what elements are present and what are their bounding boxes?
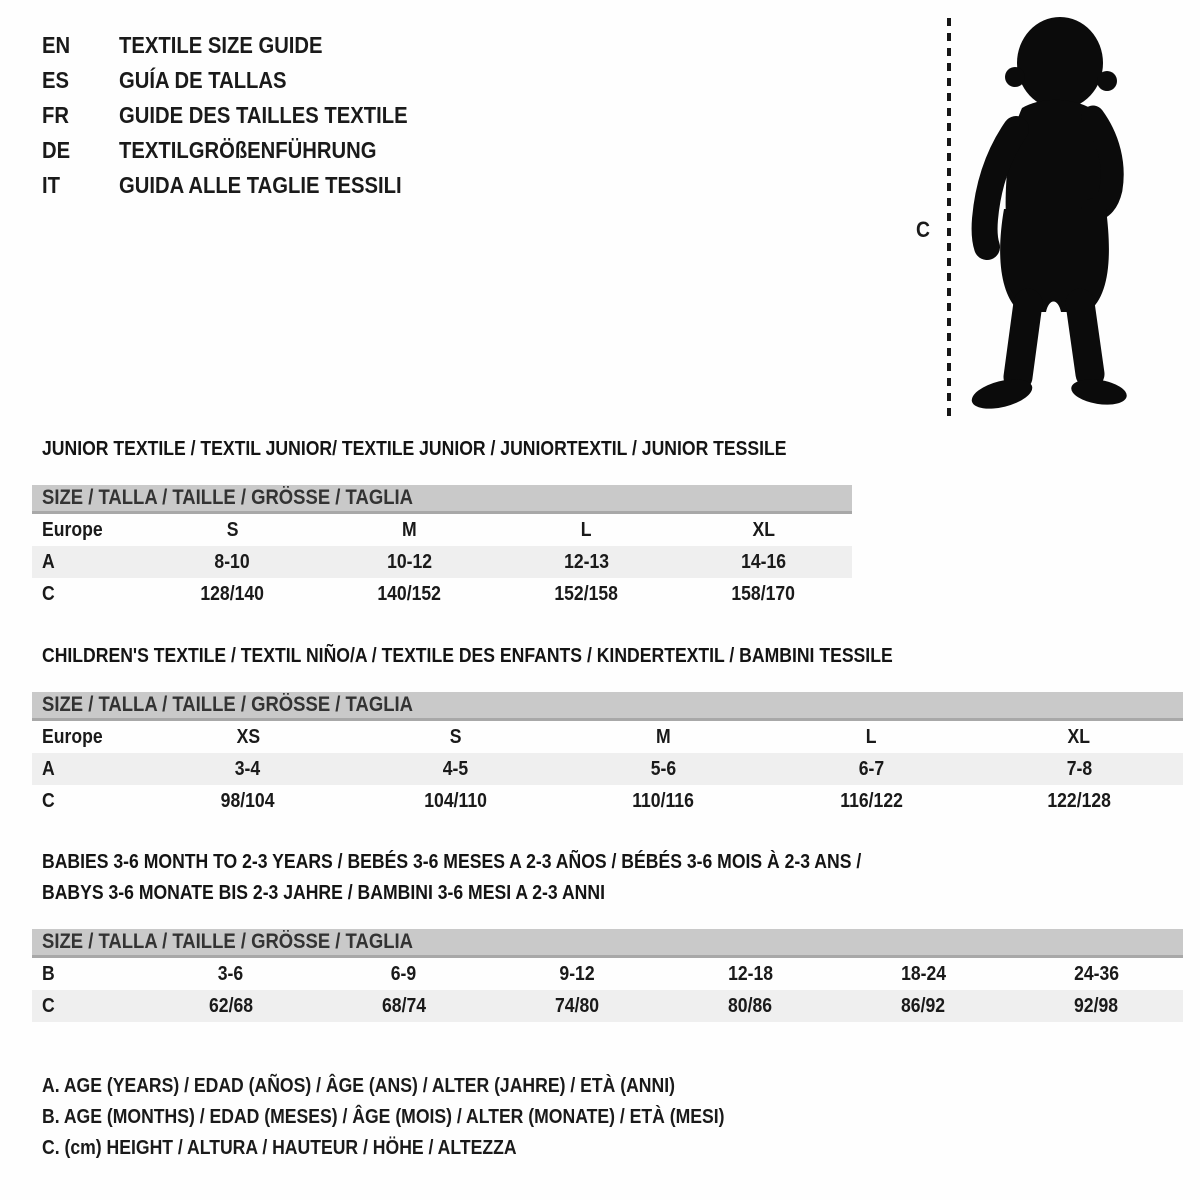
cell-value: M [656, 725, 671, 748]
table-row-europe [32, 514, 852, 546]
cell-value: 3-6 [217, 962, 244, 985]
row-label: C [42, 994, 55, 1017]
cell-value: 98/104 [220, 789, 275, 812]
cell-value: 6-7 [858, 757, 884, 780]
table-header-label: SIZE / TALLA / TAILLE / GRÖSSE / TAGLIA [42, 930, 413, 953]
cell-value: 7-8 [1066, 757, 1092, 780]
cell-value: XL [752, 518, 775, 541]
language-title: GUIDE DES TAILLES TEXTILE [119, 102, 408, 128]
cell-value: 140/152 [377, 582, 442, 605]
cell-value: 24-36 [1073, 962, 1119, 985]
cell-value: 4-5 [442, 757, 469, 780]
language-row-de [42, 133, 447, 168]
cell-value: S [449, 725, 462, 748]
section-title-children: CHILDREN'S TEXTILE / TEXTIL NIÑO/A / TEXTILE DES ENFANTS / KINDERTEXTIL / BAMBINI TESSILE [42, 645, 893, 667]
language-code: ES [42, 67, 70, 93]
cell-value: 6-9 [391, 962, 417, 985]
height-measure-label: C [916, 217, 930, 242]
row-label: Europe [42, 725, 103, 748]
toddler-silhouette-icon [960, 12, 1146, 426]
table-row-age [32, 753, 1183, 785]
language-code: EN [42, 32, 71, 58]
measurement-legend [42, 1071, 818, 1164]
cell-value: S [226, 518, 239, 541]
cell-value: 12-13 [563, 550, 610, 573]
section-title-junior: JUNIOR TEXTILE / TEXTIL JUNIOR/ TEXTILE JUNIOR / JUNIORTEXTIL / JUNIOR TESSILE [42, 438, 787, 460]
cell-value: 110/116 [632, 789, 695, 812]
cell-value: 128/140 [200, 582, 265, 605]
legend-line-b: B. AGE (MONTHS) / EDAD (MESES) / ÂGE (MOIS) / ALTER (MONATE) / ETÀ (MESI) [42, 1106, 725, 1128]
cell-value: 3-4 [235, 757, 261, 780]
table-row-europe [32, 721, 1183, 753]
cell-value: 104/110 [424, 789, 488, 812]
language-title: TEXTILE SIZE GUIDE [119, 32, 323, 58]
cell-value: 92/98 [1074, 994, 1119, 1017]
language-row-it [42, 168, 447, 203]
table-header [32, 929, 1183, 958]
height-measure-dashed-line [947, 18, 951, 417]
row-label: A [42, 550, 55, 573]
cell-value: 12-18 [727, 962, 773, 985]
row-label: Europe [42, 518, 103, 541]
language-row-en [42, 28, 447, 63]
cell-value: 80/86 [728, 994, 773, 1017]
cell-value: 9-12 [559, 962, 595, 985]
table-row-height [32, 578, 852, 610]
row-label: A [42, 757, 55, 780]
cell-value: 68/74 [381, 994, 426, 1017]
table-row-height [32, 785, 1183, 817]
junior-size-table [32, 485, 852, 610]
legend-line-a: A. AGE (YEARS) / EDAD (AÑOS) / ÂGE (ANS) / ALTER (JAHRE) / ETÀ (ANNI) [42, 1075, 675, 1097]
cell-value: 116/122 [839, 789, 903, 812]
cell-value: 5-6 [650, 757, 677, 780]
language-title: GUÍA DE TALLAS [119, 67, 287, 93]
row-label: B [42, 962, 55, 985]
cell-value: M [402, 518, 417, 541]
cell-value: 62/68 [208, 994, 253, 1017]
cell-value: L [581, 518, 592, 541]
language-title: TEXTILGRÖßENFÜHRUNG [119, 137, 377, 163]
children-size-table [32, 692, 1183, 817]
table-header [32, 485, 852, 514]
cell-value: 18-24 [900, 962, 946, 985]
row-label: C [42, 582, 55, 605]
table-header [32, 692, 1183, 721]
cell-value: XL [1067, 725, 1091, 748]
cell-value: 158/170 [731, 582, 796, 605]
row-label: C [42, 789, 55, 812]
language-code: FR [42, 102, 69, 128]
language-code: IT [42, 172, 60, 198]
table-row-height [32, 990, 1183, 1022]
language-code: DE [42, 137, 71, 163]
cell-value: 8-10 [214, 550, 251, 573]
cell-value: L [865, 725, 877, 748]
section-title-babies: BABIES 3-6 MONTH TO 2-3 YEARS / BEBÉS 3-6 MESES A 2-3 AÑOS / BÉBÉS 3-6 MOIS À 2-3 ANS / BABYS 3-6 MONATE BIS 2-3 JAHRE / BAMBINI 3-6 MESI A 2-3 ANNI [42, 851, 862, 904]
babies-size-table [32, 929, 1183, 1022]
legend-line-c: C. (cm) HEIGHT / ALTURA / HAUTEUR / HÖHE / ALTEZZA [42, 1137, 517, 1159]
cell-value: 10-12 [386, 550, 433, 573]
table-row-age [32, 546, 852, 578]
table-row-months [32, 958, 1183, 990]
cell-value: 74/80 [554, 994, 599, 1017]
cell-value: 86/92 [901, 994, 946, 1017]
language-title-list [42, 28, 447, 203]
language-title: GUIDA ALLE TAGLIE TESSILI [119, 172, 402, 198]
cell-value: 14-16 [740, 550, 787, 573]
language-row-es [42, 63, 447, 98]
table-header-label: SIZE / TALLA / TAILLE / GRÖSSE / TAGLIA [42, 693, 413, 716]
cell-value: 122/128 [1047, 789, 1111, 812]
language-row-fr [42, 98, 447, 133]
cell-value: XS [236, 725, 260, 748]
table-header-label: SIZE / TALLA / TAILLE / GRÖSSE / TAGLIA [42, 486, 413, 509]
cell-value: 152/158 [554, 582, 619, 605]
